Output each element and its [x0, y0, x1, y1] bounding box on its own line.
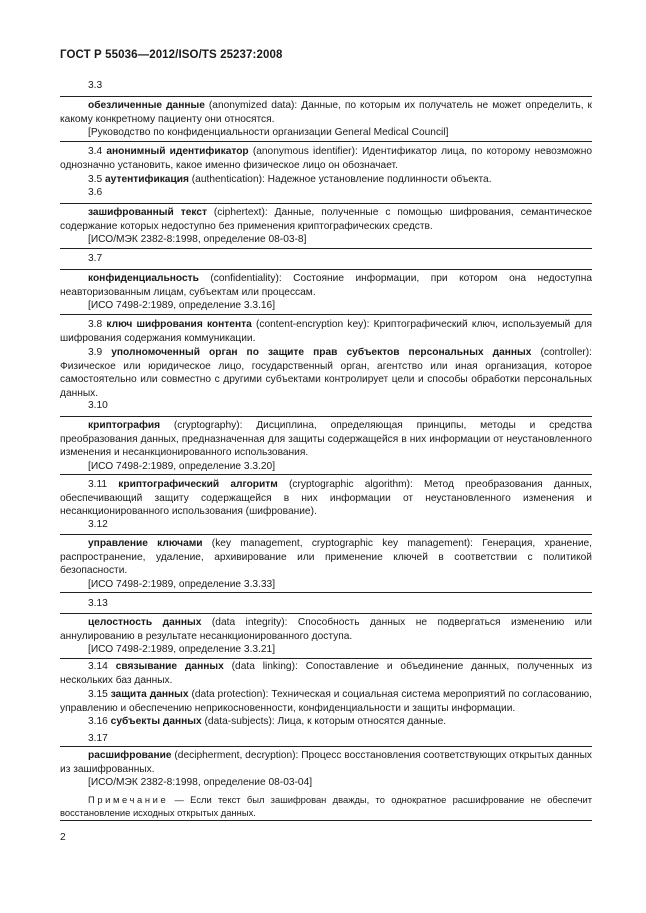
- term: зашифрованный текст: [88, 207, 207, 218]
- definition: (data linking): Сопоставление и объединение данных, полученных из нескольких баз данных.: [60, 661, 592, 686]
- entry-number: 3.15: [88, 689, 108, 700]
- definition: (cryptography): Дисциплина, определяющая принципы, методы и средства преобразования данных, предназначенная для защиты содержащейся в них информации от неустановленного изменения и несанкционированного использования.: [60, 420, 592, 459]
- boxed-definition: [60, 746, 592, 821]
- term: аутентификация: [105, 174, 189, 185]
- boxed-definition: [60, 96, 592, 142]
- note-text: — Если текст был зашифрован дважды, то однократное расшифрование не обеспечит восстановление исходных открытых данных.: [60, 793, 592, 818]
- definition: (key management, cryptographic key management): Генерация, хранение, распространение, удаление, архивирование или применение ключей в соответствии с политикой безопасности.: [60, 538, 593, 577]
- definition-paragraph: [60, 688, 592, 715]
- definition: (controller): Физическое или юридическое лицо, государственный орган, агентство или иная организация, которое самостоятельно или совместно с другими субъектами контролирует цели и способы обработки персональных данных.: [60, 347, 592, 399]
- definition-paragraph: [60, 173, 592, 187]
- boxed-definition: [60, 269, 592, 315]
- entry-number: 3.16: [88, 716, 108, 727]
- entry-number: 3.6: [88, 187, 103, 198]
- term: ключ шифрования контента: [106, 319, 252, 330]
- term: целостность данных: [88, 617, 202, 628]
- source-reference: [ИСО 7498-2:1989, определение 3.3.33]: [88, 578, 276, 590]
- entry-number: 3.3: [88, 80, 103, 91]
- definition: (cryptographic algorithm): Метод преобразования данных, обеспечивающий защиту содержащейся в них информации от неустановленного изменения и несанкционированного использования (шифрование).: [60, 479, 592, 518]
- definition-paragraph: [60, 346, 592, 400]
- entry-number: 3.8: [88, 319, 103, 330]
- standard-header: ГОСТ Р 55036—2012/ISO/TS 25237:2008: [60, 49, 283, 61]
- note-label: Примечание: [88, 793, 169, 805]
- entry-number: 3.13: [88, 598, 108, 609]
- term: конфиденциальность: [88, 273, 199, 284]
- definition: (content-encryption key): Криптографический ключ, используемый для шифрования содержания коммуникации.: [60, 319, 592, 344]
- definition: (data protection): Техническая и социальная система мероприятий по согласованию, управлению и обеспечению неприкосновенности, конфиденциальности и защиты информации.: [60, 689, 592, 714]
- definition-paragraph: [60, 318, 592, 345]
- definition: (authentication): Надежное установление подлинности объекта.: [188, 174, 492, 185]
- entry-number: 3.12: [88, 519, 108, 530]
- source-reference: [ИСО/МЭК 2382-8:1998, определение 08-03-04]: [88, 777, 313, 789]
- entry-number: 3.17: [88, 733, 108, 744]
- page-number: 2: [60, 832, 66, 843]
- definition-text: [60, 99, 592, 126]
- definition: (anonymous identifier): Идентификатор лица, по которому невозможно однозначно установить, какое именно физическое лицо он обозначает.: [60, 146, 592, 171]
- term: управление ключами: [88, 538, 203, 549]
- term: криптографический алгоритм: [118, 479, 278, 490]
- source-reference: [Руководство по конфиденциальности организации General Medical Council]: [88, 127, 449, 139]
- boxed-definition: [60, 534, 592, 593]
- entry-number: 3.11: [88, 479, 108, 490]
- term: анонимный идентификатор: [106, 146, 249, 157]
- term: субъекты данных: [110, 716, 202, 727]
- boxed-definition: [60, 416, 592, 475]
- entry-number: 3.5: [88, 174, 103, 185]
- boxed-definition: [60, 613, 592, 659]
- entry-number: 3.10: [88, 400, 108, 411]
- term: расшифрование: [88, 750, 172, 761]
- source-reference: [ИСО 7498-2:1989, определение 3.3.21]: [88, 644, 276, 656]
- term: обезличенные данные: [88, 100, 205, 111]
- term: связывание данных: [115, 661, 224, 672]
- boxed-definition: [60, 203, 592, 249]
- definition-paragraph: [60, 715, 592, 729]
- source-reference: [ИСО 7498-2:1989, определение 3.3.16]: [88, 300, 276, 312]
- term: уполномоченный орган по защите прав субъектов персональных данных: [111, 347, 532, 358]
- entry-number: 3.14: [88, 661, 108, 672]
- source-reference: [ИСО 7498-2:1989, определение 3.3.20]: [88, 460, 276, 472]
- term: защита данных: [110, 689, 189, 700]
- entry-number: 3.9: [88, 347, 103, 358]
- entry-number: 3.4: [88, 146, 103, 157]
- term: криптография: [88, 420, 161, 431]
- entry-number: 3.7: [88, 253, 103, 264]
- source-reference: [ИСО/МЭК 2382-8:1998, определение 08-03-8]: [88, 234, 307, 246]
- definition: (data-subjects): Лица, к которым относятся данные.: [201, 716, 447, 727]
- definition-paragraph: [60, 478, 592, 519]
- definition: (anonymized data): Данные, по которым их получатель не может определить, к какому конкретному пациенту они относятся.: [60, 100, 593, 125]
- definition: (data integrity): Способность данных не подвергаться изменению или аннулированию в результате несанкционированного доступа.: [60, 617, 593, 642]
- definition: (confidentiality): Состояние информации, при котором она недоступна неавторизованным лицам, субъектам или процессам.: [60, 273, 592, 298]
- note: [60, 793, 592, 819]
- definition-paragraph: [60, 145, 592, 172]
- definition: (ciphertext): Данные, полученные с помощью шифрования, семантическое содержание которых недоступно без применения криптографических средств.: [60, 207, 592, 232]
- definition-paragraph: [60, 660, 592, 687]
- definition: (decipherment, decryption): Процесс восстановления соответствующих открытых данных из зашифрованных.: [60, 750, 592, 775]
